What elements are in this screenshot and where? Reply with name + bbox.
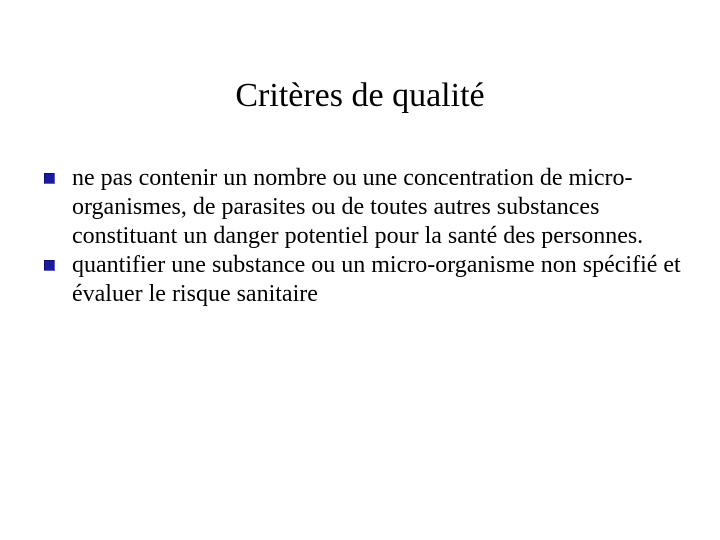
square-bullet-icon xyxy=(44,173,55,184)
bullet-list xyxy=(54,164,704,309)
bullet-item xyxy=(54,164,704,251)
square-bullet-icon xyxy=(44,260,55,271)
slide-title: Critères de qualité xyxy=(235,77,485,114)
bullet-item xyxy=(54,251,704,309)
bullet-text: quantifier une substance ou un micro-organisme non spécifié et évaluer le risque sanitaire xyxy=(72,252,681,307)
bullet-text: ne pas contenir un nombre ou une concentration de micro-organismes, de parasites ou de toutes autres substances constituant un danger potentiel pour la santé des personnes. xyxy=(72,165,644,249)
